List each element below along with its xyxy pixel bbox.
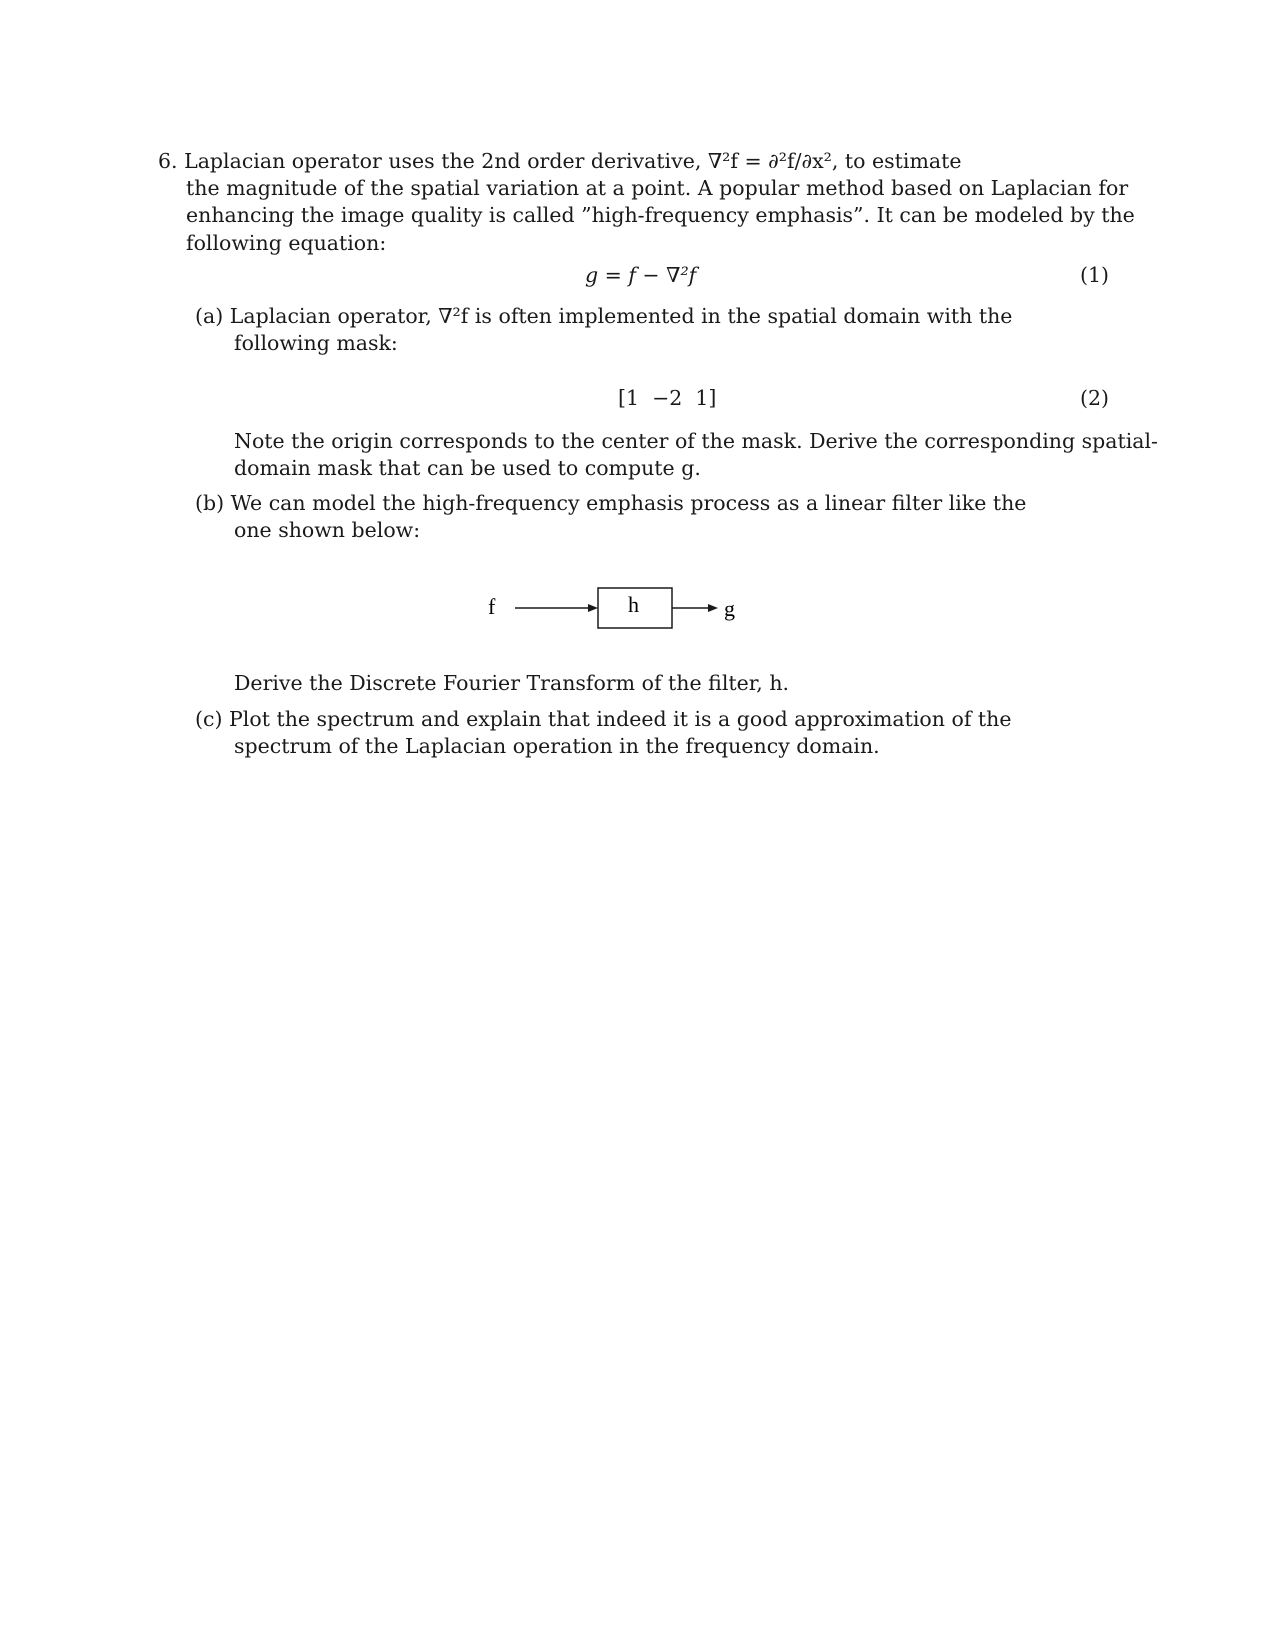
equation-2-number: (2) bbox=[1080, 386, 1110, 410]
part-a-line-2: following mask: bbox=[234, 331, 398, 355]
intro-line-4: following equation: bbox=[186, 231, 387, 255]
part-b-line-1 bbox=[195, 490, 1026, 516]
diagram-input-label: f bbox=[488, 594, 496, 619]
part-c-line-1 bbox=[195, 706, 1012, 732]
equation-1: g = f − ∇²f bbox=[585, 263, 697, 287]
mask-vector: [1 −2 1] bbox=[618, 386, 717, 410]
part-c-line-2: spectrum of the Laplacian operation in the frequency domain. bbox=[234, 734, 880, 758]
problem-number-and-intro bbox=[158, 148, 961, 174]
diagram-output-arrowhead bbox=[708, 604, 718, 612]
intro-line-2: the magnitude of the spatial variation at a point. A popular method based on Laplacian for bbox=[186, 176, 1129, 200]
part-b-line-2: one shown below: bbox=[234, 518, 421, 542]
part-a-label: (a) bbox=[195, 304, 224, 328]
part-c-text: Plot the spectrum and explain that indeed it is a good approximation of the bbox=[229, 707, 1012, 731]
part-a-note-line-1: Note the origin corresponds to the center of the mask. Derive the corresponding spatial- bbox=[234, 429, 1158, 453]
part-a-note-line-2: domain mask that can be used to compute g. bbox=[234, 456, 701, 480]
part-a-line-1 bbox=[195, 303, 1012, 329]
diagram-input-arrowhead bbox=[588, 604, 598, 612]
diagram-output-label: g bbox=[724, 596, 735, 621]
intro-line-3: enhancing the image quality is called ”high-frequency emphasis”. It can be modeled by the bbox=[186, 203, 1135, 227]
part-b-text: We can model the high-frequency emphasis process as a linear filter like the bbox=[230, 491, 1027, 515]
problem-number: 6. bbox=[158, 149, 178, 173]
equation-1-number: (1) bbox=[1080, 263, 1110, 287]
intro-line-1: Laplacian operator uses the 2nd order derivative, ∇²f = ∂²f/∂x², to estimate bbox=[184, 149, 962, 173]
diagram-block-label: h bbox=[628, 592, 639, 617]
part-b-question: Derive the Discrete Fourier Transform of the filter, h. bbox=[234, 671, 790, 695]
part-c-label: (c) bbox=[195, 707, 223, 731]
filter-block-diagram bbox=[480, 580, 760, 650]
part-b-label: (b) bbox=[195, 491, 225, 515]
part-a-text: Laplacian operator, ∇²f is often implemented in the spatial domain with the bbox=[229, 304, 1013, 328]
